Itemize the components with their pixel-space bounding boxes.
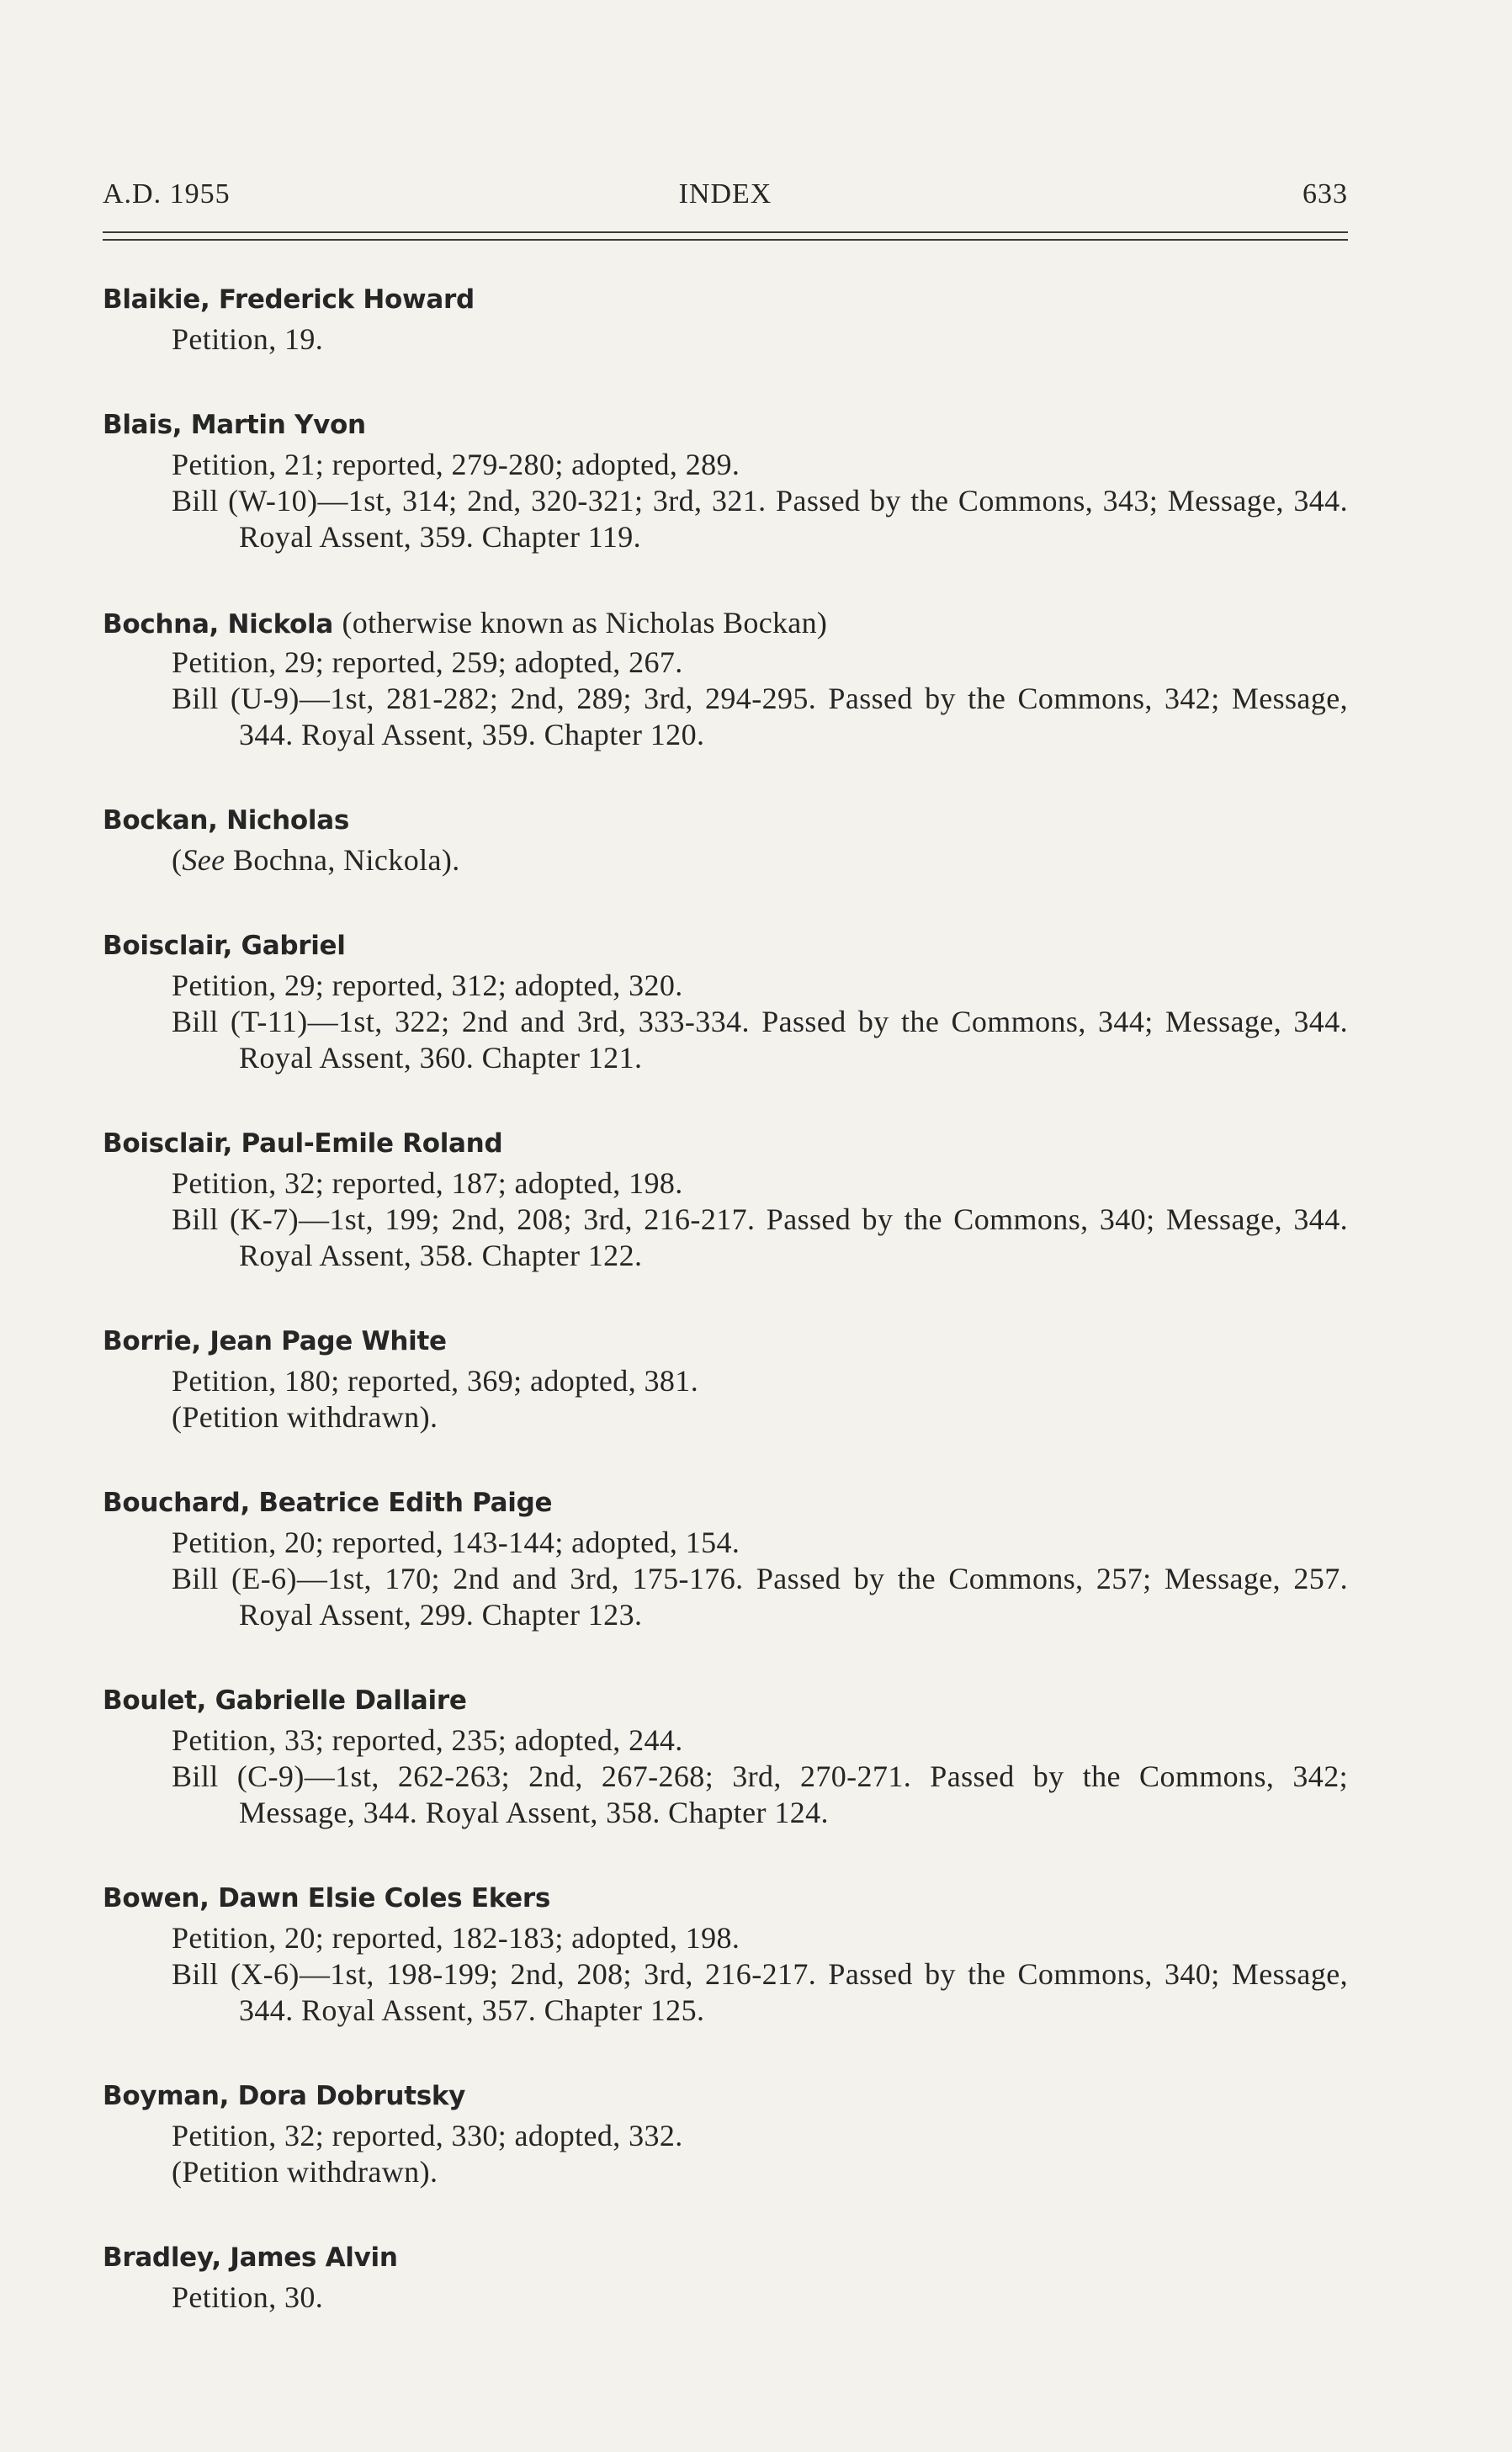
entry-name: Bradley, James Alvin <box>103 2242 398 2273</box>
entry-name-note: (otherwise known as Nicholas Bockan) <box>342 606 828 640</box>
index-entry <box>103 799 1348 878</box>
entry-petition: Petition, 19. <box>172 322 324 356</box>
index-entry <box>103 1481 1348 1633</box>
entry-name: Blais, Martin Yvon <box>103 410 366 440</box>
index-entry <box>103 1679 1348 1831</box>
index-entry <box>103 1319 1348 1436</box>
entry-bill: Bill (U-9)—1st, 281-282; 2nd, 289; 3rd, 294-295. Passed by the Commons, 342; Message, 344. Royal Assent, 359. Chapter 120. <box>172 682 1348 751</box>
entry-name: Blaikie, Frederick Howard <box>103 284 475 315</box>
entry-name: Boyman, Dora Dobrutsky <box>103 2081 466 2111</box>
entry-petition: Petition, 20; reported, 182-183; adopted, 198. <box>172 1921 740 1955</box>
entry-name: Boulet, Gabrielle Dallaire <box>103 1685 467 1716</box>
entry-petition: Petition, 29; reported, 259; adopted, 267. <box>172 645 683 679</box>
entry-petition: Petition, 20; reported, 143-144; adopted, 154. <box>172 1526 740 1559</box>
entry-bill: Bill (C-9)—1st, 262-263; 2nd, 267-268; 3rd, 270-271. Passed by the Commons, 342; Message, 344. Royal Assent, 358. Chapter 124. <box>172 1759 1348 1829</box>
entry-bill: Bill (E-6)—1st, 170; 2nd and 3rd, 175-176. Passed by the Commons, 257; Message, 257. Royal Assent, 299. Chapter 123. <box>172 1562 1348 1632</box>
entry-name-row <box>103 601 1348 645</box>
entry-petition: Petition, 30. <box>172 2280 324 2314</box>
header-rule-bottom <box>103 239 1348 241</box>
entry-name: Bouchard, Beatrice Edith Paige <box>103 1488 553 1518</box>
entry-cross-reference <box>103 842 1348 878</box>
index-entries <box>103 278 1348 2316</box>
entry-petition: Petition, 180; reported, 369; adopted, 381. <box>172 1364 699 1398</box>
index-entry <box>103 1876 1348 2029</box>
entry-bill: Bill (K-7)—1st, 199; 2nd, 208; 3rd, 216-217. Passed by the Commons, 340; Message, 344. Royal Assent, 358. Chapter 122. <box>172 1202 1348 1272</box>
entry-name: Borrie, Jean Page White <box>103 1326 447 1356</box>
see-prefix: (See <box>172 843 225 877</box>
entry-petition: Petition, 29; reported, 312; adopted, 320. <box>172 969 683 1002</box>
entry-bill: Bill (W-10)—1st, 314; 2nd, 320-321; 3rd, 321. Passed by the Commons, 343; Message, 344. Royal Assent, 359. Chapter 119. <box>172 484 1348 554</box>
see-word: See <box>182 843 225 877</box>
index-entry <box>103 2236 1348 2316</box>
index-entry <box>103 2074 1348 2190</box>
index-entry <box>103 403 1348 555</box>
header-title: INDEX <box>678 178 772 210</box>
entry-petition: Petition, 32; reported, 187; adopted, 198. <box>172 1166 683 1200</box>
entry-name: Boisclair, Gabriel <box>103 931 346 961</box>
header-rule-top <box>103 231 1348 233</box>
index-entry <box>103 601 1348 753</box>
entry-petition: Petition, 33; reported, 235; adopted, 244. <box>172 1723 683 1757</box>
entry-name: Boisclair, Paul-Emile Roland <box>103 1128 503 1159</box>
entry-status: (Petition withdrawn). <box>172 1400 438 1434</box>
index-entry <box>103 924 1348 1076</box>
entry-name: Bockan, Nicholas <box>103 805 349 836</box>
entry-status: (Petition withdrawn). <box>172 2155 438 2189</box>
index-entry <box>103 278 1348 358</box>
index-entry <box>103 1122 1348 1274</box>
entry-name: Bowen, Dawn Elsie Coles Ekers <box>103 1883 551 1913</box>
header-year: A.D. 1955 <box>103 178 231 210</box>
entry-bill: Bill (T-11)—1st, 322; 2nd and 3rd, 333-334. Passed by the Commons, 344; Message, 344. Royal Assent, 360. Chapter 121. <box>172 1005 1348 1075</box>
entry-petition: Petition, 32; reported, 330; adopted, 332. <box>172 2119 683 2152</box>
entry-bill: Bill (X-6)—1st, 198-199; 2nd, 208; 3rd, 216-217. Passed by the Commons, 340; Message, 344. Royal Assent, 357. Chapter 125. <box>172 1957 1348 2027</box>
see-target: Bochna, Nickola). <box>225 843 460 877</box>
entry-petition: Petition, 21; reported, 279-280; adopted, 289. <box>172 448 740 481</box>
entry-name: Bochna, Nickola <box>103 609 334 640</box>
page-number: 633 <box>1302 178 1348 210</box>
page-header <box>103 178 1348 220</box>
